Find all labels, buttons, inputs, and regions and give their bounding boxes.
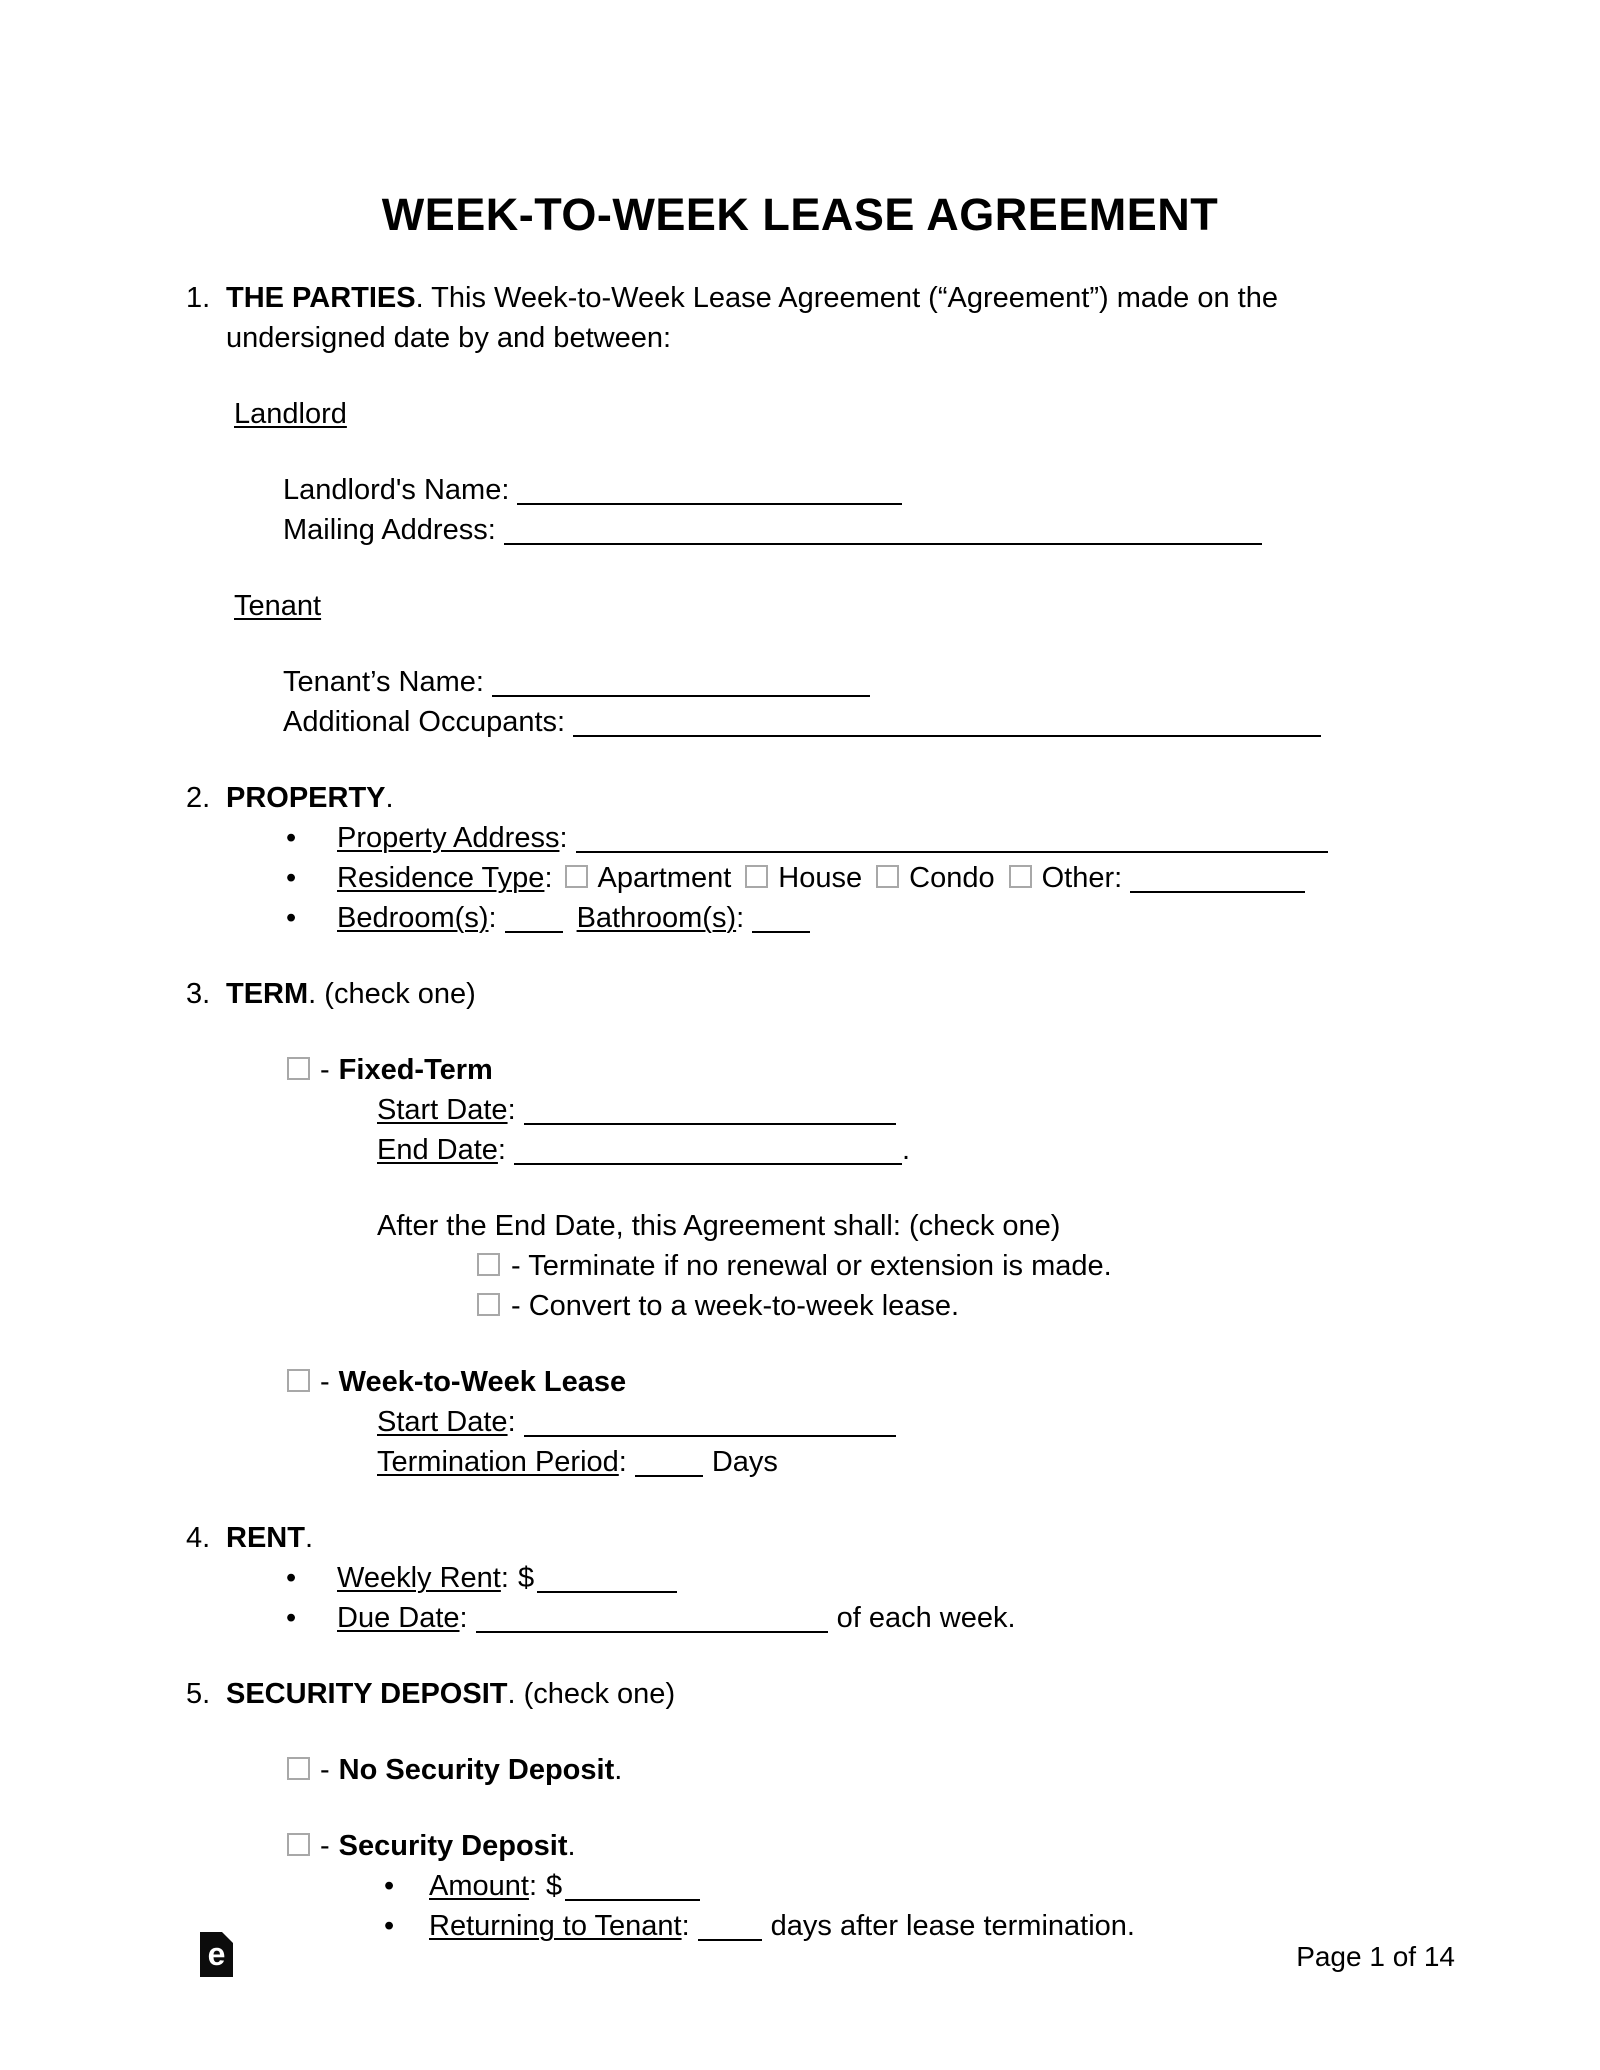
rent-heading-period: . (304, 1522, 314, 1554)
fixed-term-label: Fixed-Term (338, 1054, 493, 1086)
due-date-label: Due Date (337, 1602, 460, 1634)
fixed-end-date-colon: : (497, 1134, 506, 1166)
fixed-term-row (287, 1050, 1385, 1090)
tenant-heading: Tenant (234, 590, 322, 622)
fixed-end-date-row (377, 1130, 1385, 1170)
condo-option (876, 862, 994, 894)
apartment-checkbox[interactable] (565, 865, 588, 888)
parties-paragraph (226, 278, 1385, 358)
section-term (186, 974, 1385, 1482)
section-parties (186, 278, 1385, 742)
house-option (745, 862, 862, 894)
convert-option-row (477, 1286, 1385, 1326)
tenant-name-line[interactable] (492, 673, 870, 697)
rent-heading-row (226, 1518, 1385, 1558)
apartment-option (565, 862, 732, 894)
due-date-suffix: of each week. (836, 1602, 1016, 1634)
weekly-rent-label: Weekly Rent (337, 1562, 501, 1594)
deposit-amount-colon: : (528, 1870, 538, 1902)
property-address-colon: : (559, 822, 568, 854)
section-property-number: 2. (186, 782, 211, 814)
returning-suffix: days after lease termination. (770, 1910, 1135, 1942)
security-deposit-period: . (567, 1830, 576, 1862)
bullet-icon: • (286, 822, 297, 854)
no-security-deposit-label: No Security Deposit (338, 1754, 615, 1786)
property-heading: PROPERTY (226, 782, 386, 814)
section-security-deposit-number: 5. (186, 1678, 211, 1710)
week-to-week-label: Week-to-Week Lease (338, 1366, 627, 1398)
landlord-heading: Landlord (234, 398, 347, 430)
landlord-fields (283, 470, 1385, 550)
fixed-term-checkbox[interactable] (287, 1057, 310, 1080)
other-checkbox[interactable] (1009, 865, 1032, 888)
bedrooms-colon: : (488, 902, 497, 934)
weekly-rent-line[interactable] (537, 1569, 677, 1593)
term-heading-row (226, 974, 1385, 1014)
w2w-start-date-label: Start Date (377, 1406, 508, 1438)
bullet-icon: • (286, 862, 297, 894)
fixed-start-date-colon: : (507, 1094, 516, 1126)
returning-to-tenant-colon: : (681, 1910, 690, 1942)
bedrooms-bathrooms-row (286, 898, 1385, 938)
deposit-amount-currency: $ (546, 1870, 563, 1902)
termination-period-colon: : (618, 1446, 627, 1478)
returning-to-tenant-row (384, 1906, 1385, 1946)
convert-checkbox[interactable] (477, 1293, 500, 1316)
parties-heading: THE PARTIES (226, 282, 416, 314)
section-rent-number: 4. (186, 1522, 211, 1554)
no-security-deposit-checkbox[interactable] (287, 1757, 310, 1780)
week-to-week-dash: - (320, 1366, 330, 1398)
fixed-end-date-label: End Date (377, 1134, 498, 1166)
page-number-label: Page 1 of 14 (1296, 1941, 1455, 1972)
bullet-icon: • (384, 1870, 395, 1902)
additional-occupants-row (283, 702, 1385, 742)
fixed-term-dash: - (320, 1054, 330, 1086)
mailing-address-label: Mailing Address: (283, 514, 496, 546)
fixed-start-date-line[interactable] (524, 1101, 896, 1125)
week-to-week-row (287, 1362, 1385, 1402)
term-heading: TERM (226, 978, 309, 1010)
bullet-icon: • (286, 1562, 297, 1594)
bedrooms-line[interactable] (505, 909, 563, 933)
security-deposit-heading-suffix: . (check one) (507, 1678, 676, 1710)
no-security-deposit-period: . (614, 1754, 623, 1786)
additional-occupants-label: Additional Occupants: (283, 706, 566, 738)
no-security-deposit-dash: - (320, 1754, 330, 1786)
document-content (0, 278, 1600, 1946)
rent-heading: RENT (226, 1522, 305, 1554)
condo-label: Condo (909, 862, 995, 894)
house-checkbox[interactable] (745, 865, 768, 888)
bedrooms-label: Bedroom(s) (337, 902, 489, 934)
terminate-option-label: - Terminate if no renewal or extension is made. (511, 1250, 1112, 1282)
additional-occupants-line[interactable] (573, 713, 1321, 737)
bathrooms-label: Bathroom(s) (576, 902, 737, 934)
bullet-icon: • (384, 1910, 395, 1942)
terminate-option-row (477, 1246, 1385, 1286)
deposit-amount-line[interactable] (565, 1877, 700, 1901)
week-to-week-fields (377, 1402, 1385, 1482)
returning-days-line[interactable] (698, 1917, 762, 1941)
due-date-line[interactable] (476, 1609, 828, 1633)
termination-period-line[interactable] (635, 1453, 703, 1477)
tenant-fields (283, 662, 1385, 742)
convert-option-label: - Convert to a week-to-week lease. (511, 1290, 960, 1322)
tenant-block (234, 586, 1385, 626)
landlord-name-label: Landlord's Name: (283, 474, 510, 506)
termination-period-row (377, 1442, 1385, 1482)
due-date-row (286, 1598, 1385, 1638)
property-heading-row (226, 778, 1385, 818)
fixed-start-date-label: Start Date (377, 1094, 508, 1126)
security-deposit-dash: - (320, 1830, 330, 1862)
bathrooms-line[interactable] (752, 909, 810, 933)
tenant-name-row (283, 662, 1385, 702)
section-term-number: 3. (186, 978, 211, 1010)
mailing-address-line[interactable] (504, 521, 1262, 545)
residence-type-label: Residence Type (337, 862, 545, 894)
weekly-rent-currency: $ (517, 1562, 535, 1594)
deposit-amount-row (384, 1866, 1385, 1906)
condo-checkbox[interactable] (876, 865, 899, 888)
w2w-start-date-line[interactable] (524, 1413, 896, 1437)
security-deposit-label: Security Deposit (338, 1830, 568, 1862)
mailing-address-row (283, 510, 1385, 550)
bathrooms-colon: : (736, 902, 745, 934)
section-property (186, 778, 1385, 938)
landlord-name-row (283, 470, 1385, 510)
document-title: WEEK-TO-WEEK LEASE AGREEMENT (381, 189, 1219, 240)
property-address-line[interactable] (576, 829, 1328, 853)
bullet-icon: • (286, 1602, 297, 1634)
weekly-rent-row (286, 1558, 1385, 1598)
after-end-date-text: After the End Date, this Agreement shall: (check one) (377, 1210, 1061, 1242)
tenant-name-label: Tenant’s Name: (283, 666, 484, 698)
property-heading-period: . (385, 782, 394, 814)
other-type-line[interactable] (1130, 869, 1305, 893)
eforms-logo-icon: e (200, 1932, 233, 1977)
parties-text: . This Week-to-Week Lease Agreement (“Agreement”) made on the undersigned date by and between: (226, 282, 1278, 354)
w2w-start-date-colon: : (507, 1406, 516, 1438)
fixed-start-date-row (377, 1090, 1385, 1130)
property-address-label: Property Address (337, 822, 560, 854)
termination-days-suffix: Days (711, 1446, 778, 1478)
term-heading-suffix: . (check one) (308, 978, 476, 1010)
residence-type-colon: : (544, 862, 553, 894)
fixed-term-fields (377, 1090, 1385, 1170)
section-security-deposit (186, 1674, 1385, 1946)
fixed-end-date-period: . (901, 1134, 911, 1166)
section-parties-number: 1. (186, 282, 211, 314)
security-deposit-row (287, 1826, 1385, 1866)
house-label: House (778, 862, 863, 894)
apartment-label: Apartment (597, 862, 732, 894)
terminate-checkbox[interactable] (477, 1253, 500, 1276)
landlord-block (234, 394, 1385, 434)
residence-type-row (286, 858, 1385, 898)
other-option (1009, 862, 1306, 894)
security-deposit-heading: SECURITY DEPOSIT (226, 1678, 508, 1710)
security-deposit-checkbox[interactable] (287, 1833, 310, 1856)
landlord-name-line[interactable] (517, 481, 902, 505)
other-label: Other: (1041, 862, 1123, 894)
security-deposit-heading-row (226, 1674, 1385, 1714)
due-date-colon: : (459, 1602, 468, 1634)
no-security-deposit-row (287, 1750, 1385, 1790)
fixed-end-date-line[interactable] (514, 1141, 902, 1165)
weekly-rent-colon: : (500, 1562, 509, 1594)
property-address-row (286, 818, 1385, 858)
section-rent (186, 1518, 1385, 1638)
bullet-icon: • (286, 902, 297, 934)
w2w-start-date-row (377, 1402, 1385, 1442)
termination-period-label: Termination Period (377, 1446, 619, 1478)
deposit-amount-label: Amount (429, 1870, 529, 1902)
returning-to-tenant-label: Returning to Tenant (429, 1910, 682, 1942)
week-to-week-checkbox[interactable] (287, 1369, 310, 1392)
